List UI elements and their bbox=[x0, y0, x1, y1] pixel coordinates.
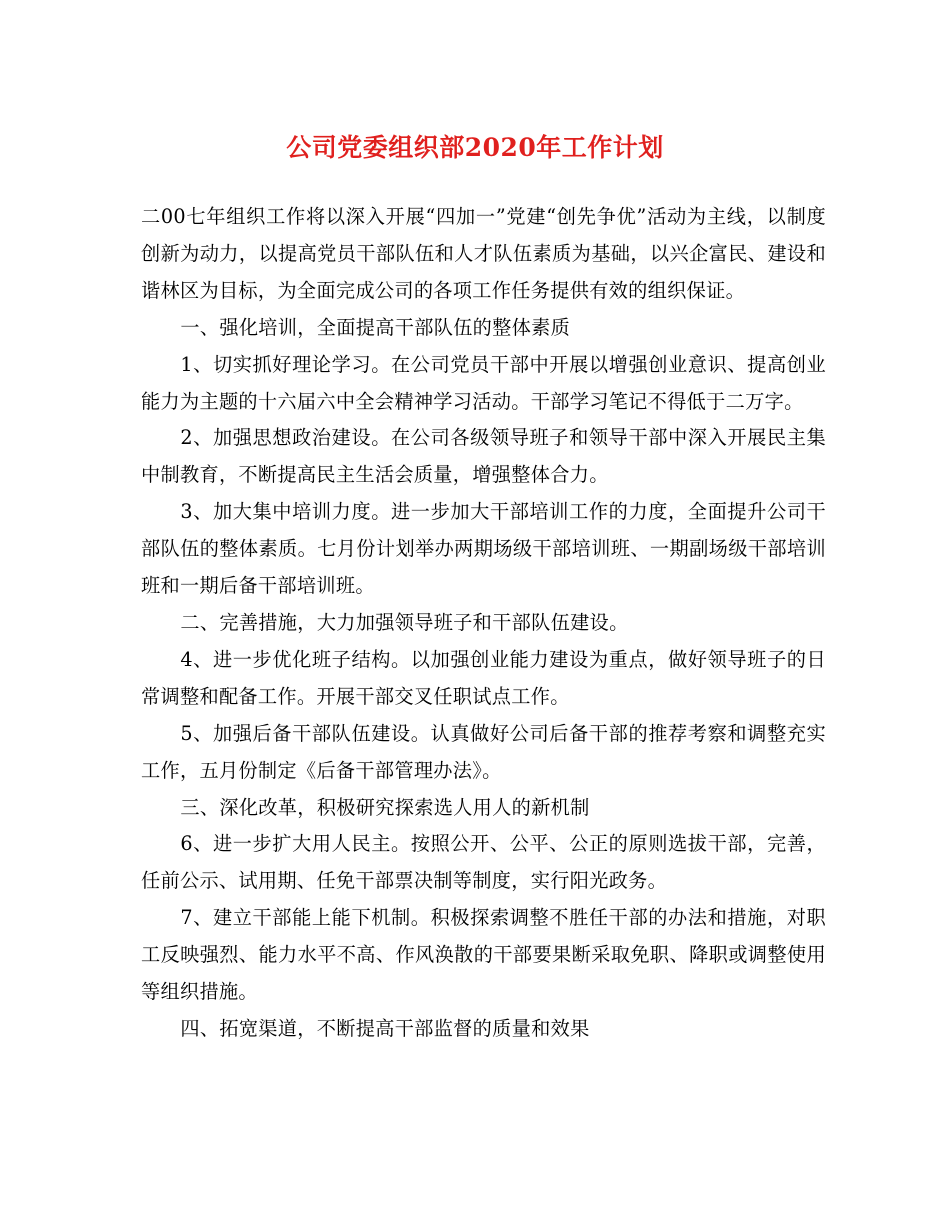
item-paragraph-4: 4、进一步优化班子结构。以加强创业能力建设为重点，做好领导班子的日常调整和配备工作。开展干部交叉任职试点工作。 bbox=[141, 647, 826, 708]
item-paragraph-7: 7、建立干部能上能下机制。积极探索调整不胜任干部的办法和措施，对职工反映强烈、能力水平不高、作风涣散的干部要果断采取免职、降职或调整使用等组织措施。 bbox=[141, 906, 826, 1004]
section-heading-3: 三、深化改革，积极研究探索选人用人的新机制 bbox=[180, 795, 590, 819]
item-paragraph-2: 2、加强思想政治建设。在公司各级领导班子和领导干部中深入开展民主集中制教育，不断提高民主生活会质量，增强整体合力。 bbox=[141, 426, 826, 487]
intro-paragraph: 二00七年组织工作将以深入开展“四加一”党建“创先争优”活动为主线，以制度创新为动力，以提高党员干部队伍和人才队伍素质为基础，以兴企富民、建设和谐林区为目标，为全面完成公司的各项工作任务提供有效的组织保证。 bbox=[141, 205, 826, 302]
document-body bbox=[141, 199, 826, 1048]
document-title: 公司党委组织部2020年工作计划 bbox=[286, 133, 664, 162]
item-paragraph-6: 6、进一步扩大用人民主。按照公开、公平、公正的原则选拔干部，完善，任前公示、试用期、任免干部票决制等制度，实行阳光政务。 bbox=[141, 832, 826, 893]
section-heading-2: 二、完善措施，大力加强领导班子和干部队伍建设。 bbox=[180, 610, 629, 634]
section-heading-4: 四、拓宽渠道，不断提高干部监督的质量和效果 bbox=[180, 1016, 590, 1040]
item-paragraph-5: 5、加强后备干部队伍建设。认真做好公司后备干部的推荐考察和调整充实工作，五月份制定《后备干部管理办法》。 bbox=[141, 721, 826, 782]
item-paragraph-3: 3、加大集中培训力度。进一步加大干部培训工作的力度，全面提升公司干部队伍的整体素质。七月份计划举办两期场级干部培训班、一期副场级干部培训班和一期后备干部培训班。 bbox=[141, 500, 826, 598]
item-paragraph-1: 1、切实抓好理论学习。在公司党员干部中开展以增强创业意识、提高创业能力为主题的十六届六中全会精神学习活动。干部学习笔记不得低于二万字。 bbox=[141, 352, 826, 413]
section-heading-1: 一、强化培训，全面提高干部队伍的整体素质 bbox=[180, 315, 571, 339]
